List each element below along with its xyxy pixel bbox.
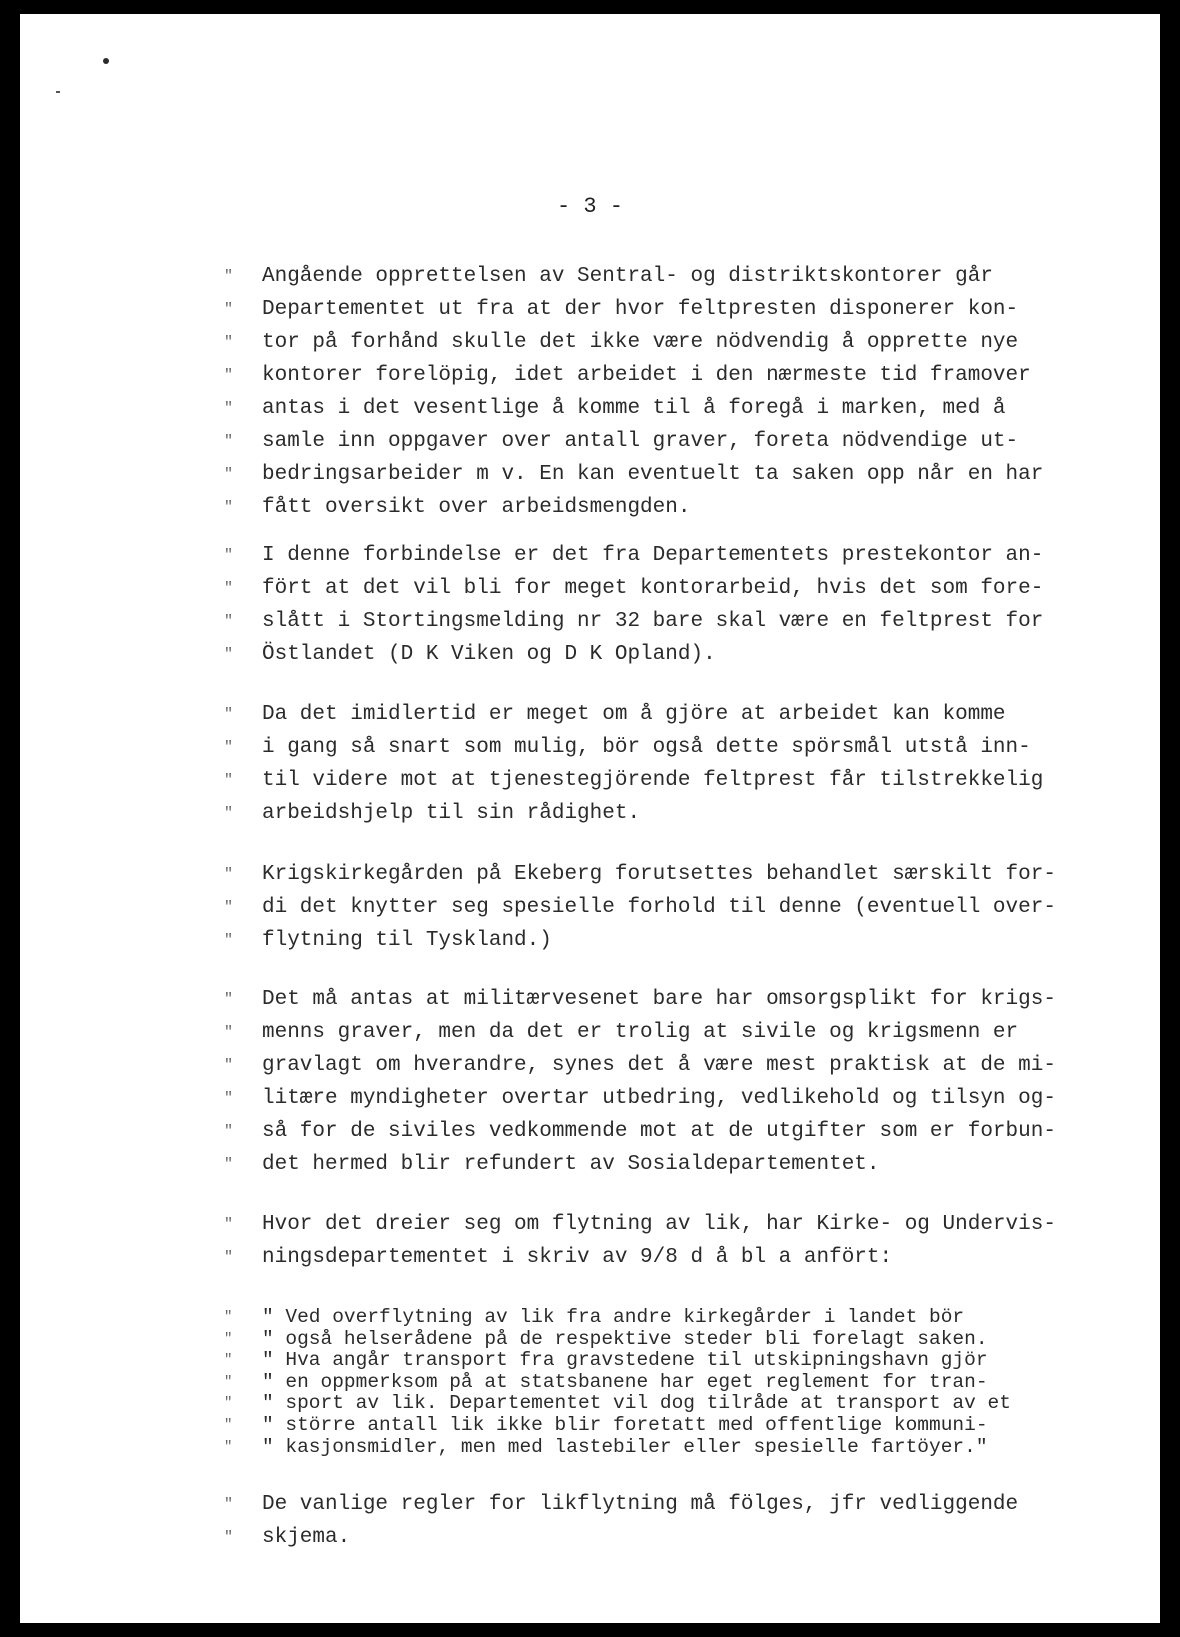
- quote-mark: ": [224, 1123, 234, 1140]
- quote-mark: ": [224, 706, 234, 723]
- quote-mark: ": [224, 772, 234, 789]
- text-line: " Hvor det dreier seg om flytning av lik, har Kirke- og Undervis-: [224, 1208, 1056, 1241]
- text-line: " tor på forhånd skulle det ikke være nödvendig å opprette nye: [224, 326, 1043, 359]
- text-line: " ningsdepartementet i skriv av 9/8 d å bl a anfört:: [224, 1241, 1056, 1274]
- quote-mark: ": [224, 400, 234, 417]
- quote-mark: ": [224, 580, 234, 597]
- quote-mark: ": [224, 1249, 234, 1266]
- quote-mark: ": [224, 739, 234, 756]
- text-line: " bedringsarbeider m v. En kan eventuelt ta saken opp når en har: [224, 458, 1043, 491]
- quote-mark: ": [224, 991, 234, 1008]
- text-line: " slått i Stortingsmelding nr 32 bare skal være en feltprest for: [224, 605, 1043, 638]
- text-line: " antas i det vesentlige å komme til å foregå i marken, med å: [224, 392, 1043, 425]
- quote-mark: ": [224, 866, 234, 883]
- text-line: " arbeidshjelp til sin rådighet.: [224, 797, 1043, 830]
- quote-mark: ": [224, 499, 234, 516]
- paragraph-3: [224, 698, 1043, 830]
- text-line: " Departementet ut fra at der hvor feltpresten disponerer kon-: [224, 293, 1043, 326]
- text-line: " " Hva angår transport fra gravstedene til utskipningshavn gjör: [224, 1349, 988, 1372]
- quote-mark: ": [224, 1330, 233, 1347]
- quote-mark: ": [224, 1352, 233, 1369]
- quote-mark: ": [224, 1156, 234, 1173]
- text-line: " I denne forbindelse er det fra Departementets prestekontor an-: [224, 539, 1043, 572]
- document-page: [20, 14, 1160, 1623]
- quote-mark: ": [224, 334, 234, 351]
- text-line: " " kasjonsmidler, men med lastebiler eller spesielle fartöyer.": [224, 1435, 988, 1458]
- text-line: " " også helserådene på de respektive steder bli forelagt saken.: [224, 1327, 988, 1350]
- text-line: " litære myndigheter overtar utbedring, vedlikehold og tilsyn og-: [224, 1082, 1056, 1115]
- quote-mark: ": [224, 433, 234, 450]
- quote-mark: ": [224, 1529, 234, 1546]
- quote-mark: ": [224, 1395, 233, 1412]
- paragraph-2: [224, 539, 1043, 671]
- text-line: " Det må antas at militærvesenet bare har omsorgsplikt for krigs-: [224, 983, 1056, 1016]
- text-line: " fått oversikt over arbeidsmengden.: [224, 491, 1043, 524]
- quote-mark: ": [224, 899, 234, 916]
- text-line: " Angående opprettelsen av Sentral- og distriktskontorer går: [224, 260, 1043, 293]
- text-line: " samle inn oppgaver over antall graver, foreta nödvendige ut-: [224, 425, 1043, 458]
- text-line: " så for de siviles vedkommende mot at de utgifter som er forbun-: [224, 1115, 1056, 1148]
- quote-mark: ": [224, 932, 234, 949]
- page-number: - 3 -: [556, 194, 623, 219]
- text-line: " " större antall lik ikke blir foretatt med offentlige kommuni-: [224, 1413, 988, 1436]
- quote-mark: ": [224, 1090, 234, 1107]
- quote-mark: ": [224, 1438, 233, 1455]
- text-line: " " Ved overflytning av lik fra andre kirkegårder i landet bör: [224, 1306, 965, 1328]
- text-line: " til videre mot at tjenestegjörende feltprest får tilstrekkelig: [224, 764, 1043, 797]
- text-line: " Da det imidlertid er meget om å gjöre at arbeidet kan komme: [224, 698, 1043, 731]
- punch-mark: [103, 58, 109, 64]
- text-line: " " sport av lik. Departementet vil dog tilråde at transport av et: [224, 1392, 1011, 1415]
- quote-mark: ": [224, 301, 234, 318]
- text-line: " De vanlige regler for likflytning må fölges, jfr vedliggende: [224, 1488, 1018, 1521]
- quote-mark: ": [224, 805, 234, 822]
- text-line: " Östlandet (D K Viken og D K Opland).: [224, 638, 1043, 671]
- quote-mark: ": [224, 1057, 234, 1074]
- text-line: " flytning til Tyskland.): [224, 924, 1056, 957]
- text-line: " Krigskirkegården på Ekeberg forutsettes behandlet særskilt for-: [224, 858, 1056, 891]
- quote-mark: ": [224, 1024, 234, 1041]
- quote-mark: ": [224, 1496, 234, 1513]
- text-line: " skjema.: [224, 1521, 1018, 1554]
- quote-mark: ": [224, 1416, 233, 1433]
- text-line: " menns graver, men da det er trolig at sivile og krigsmenn er: [224, 1016, 1056, 1049]
- text-line: " " en oppmerksom på at statsbanene har eget reglement for tran-: [224, 1370, 988, 1393]
- quoted-citation: [224, 1307, 1011, 1458]
- text-line: " i gang så snart som mulig, bör også dette spörsmål utstå inn-: [224, 731, 1043, 764]
- paragraph-1: [224, 260, 1043, 524]
- quote-mark: ": [224, 466, 234, 483]
- quote-mark: ": [224, 1216, 234, 1233]
- paragraph-5: [224, 983, 1056, 1181]
- paragraph-8: [224, 1488, 1018, 1554]
- text-line: " gravlagt om hverandre, synes det å være mest praktisk at de mi-: [224, 1049, 1056, 1082]
- quote-mark: ": [224, 367, 234, 384]
- text-line: " fört at det vil bli for meget kontorarbeid, hvis det som fore-: [224, 572, 1043, 605]
- quote-mark: ": [224, 613, 234, 630]
- paragraph-4: [224, 858, 1056, 957]
- text-line: " di det knytter seg spesielle forhold til denne (eventuell over-: [224, 891, 1056, 924]
- quote-mark: ": [224, 1373, 233, 1390]
- margin-mark: [56, 91, 60, 93]
- quote-mark: ": [224, 1309, 233, 1325]
- text-line: " det hermed blir refundert av Sosialdepartementet.: [224, 1148, 1056, 1181]
- quote-mark: ": [224, 646, 234, 663]
- paragraph-6: [224, 1208, 1056, 1274]
- quote-mark: ": [224, 547, 234, 564]
- quote-mark: ": [224, 268, 234, 285]
- text-line: " kontorer forelöpig, idet arbeidet i den nærmeste tid framover: [224, 359, 1043, 392]
